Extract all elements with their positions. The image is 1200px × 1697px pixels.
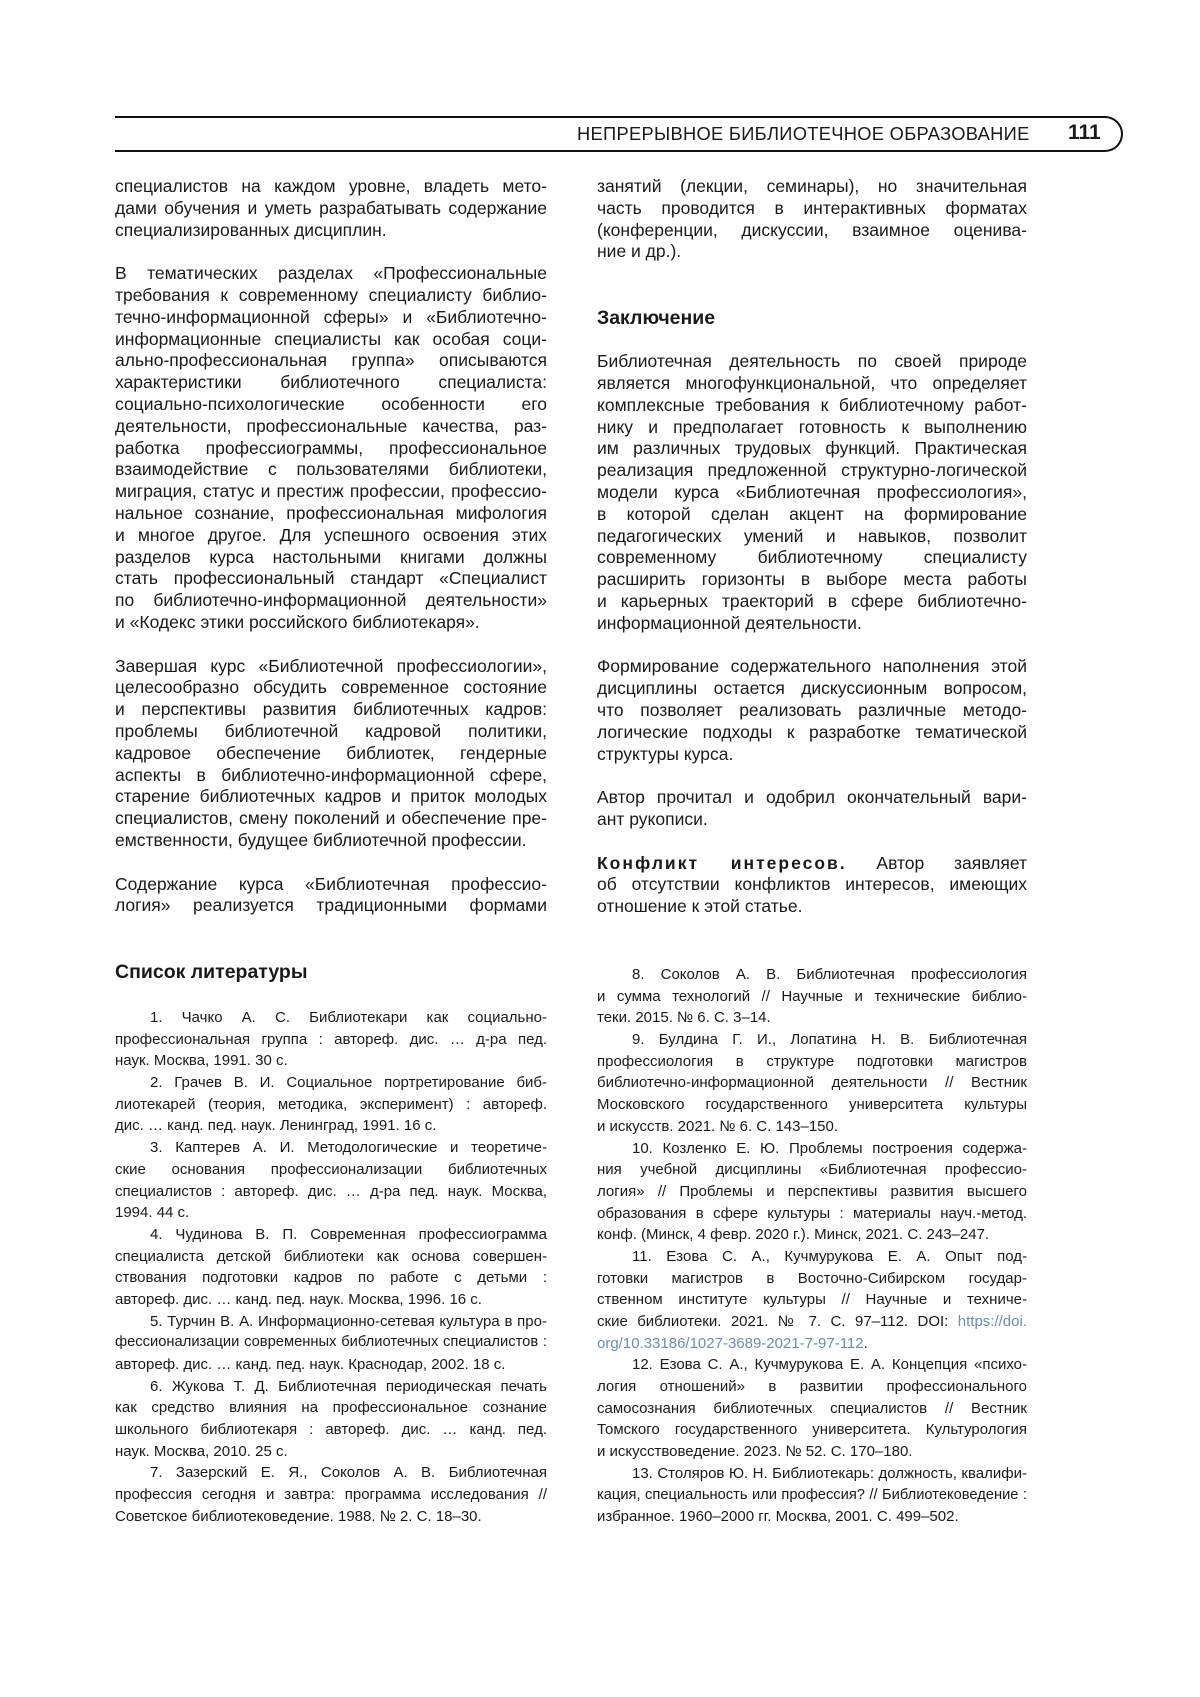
text-line: информационные специалисты как особая соци- — [115, 329, 547, 351]
text-line: (конференции, дискуссии, взаимное оценива- — [597, 220, 1027, 242]
text-line: специалиста детской библиотеки как основа совершен- — [115, 1246, 547, 1268]
text-line: социально-психологические особенности его — [115, 394, 547, 416]
text-line: и искусств. 2021. № 6. С. 143–150. — [597, 1116, 1027, 1138]
text-line: специалистов на каждом уровне, владеть мето- — [115, 176, 547, 198]
reference-item — [115, 1376, 547, 1463]
text-line: целесообразно обсудить современное состояние — [115, 677, 547, 699]
text-line: комплексные требования к библиотечному работ- — [597, 395, 1027, 417]
text-line: как средство влияния на профессиональное сознание — [115, 1397, 547, 1419]
text-line: наук. Москва, 1991. 30 с. — [115, 1050, 547, 1072]
paragraph — [597, 853, 1027, 918]
references-list-left — [115, 1007, 547, 1528]
references-heading: Список литературы — [115, 960, 308, 984]
text-line: разделов курса настольными книгами должны — [115, 547, 547, 569]
paragraph — [597, 656, 1027, 765]
text-line: 8. Соколов А. В. Библиотечная профессиология — [597, 964, 1027, 986]
doi-link[interactable]: https://doi. — [958, 1313, 1027, 1330]
text-line: об отсутствии конфликтов интересов, имеющих — [597, 874, 1027, 896]
text-line: занятий (лекции, семинары), но значительная — [597, 176, 1027, 198]
text-line: и «Кодекс этики российского библиотекаря». — [115, 612, 547, 634]
text-line: отношение к этой статье. — [597, 896, 1027, 918]
text-line: и перспективы развития библиотечных кадров: — [115, 699, 547, 721]
page-number: 111 — [1068, 121, 1101, 145]
text-line: Автор прочитал и одобрил окончательный вари- — [597, 787, 1027, 809]
text-line: специализированных дисциплин. — [115, 220, 547, 242]
text-line: Библиотечная деятельность по своей природе — [597, 351, 1027, 373]
reference-item — [597, 1138, 1027, 1246]
paragraph — [115, 656, 547, 852]
text-line: автореф. дис. … канд. пед. наук. Москва, 1996. 16 с. — [115, 1289, 547, 1311]
text-line: старение библиотечных кадров и приток молодых — [115, 786, 547, 808]
text-line: 13. Столяров Ю. Н. Библиотекарь: должность, квалифи- — [597, 1463, 1027, 1485]
text-line: 2. Грачев В. И. Социальное портретирование биб- — [115, 1072, 547, 1094]
reference-item — [115, 1072, 547, 1137]
text-line: проблемы библиотечной кадровой политики, — [115, 721, 547, 743]
text-line: кация, специальность или профессия? // Библиотековедение : — [597, 1485, 1027, 1507]
text-line: взаимодействие с пользователями библиотеки, — [115, 459, 547, 481]
text-line: лиотекарей (теория, методика, эксперимент) : автореф. — [115, 1094, 547, 1116]
text-line: Томского государственного университета. Культурология — [597, 1419, 1027, 1441]
paragraph — [597, 351, 1027, 634]
text-line: и искусствоведение. 2023. № 52. С. 170–180. — [597, 1441, 1027, 1463]
text-line: миграция, статус и престиж профессии, профессио- — [115, 481, 547, 503]
text-line: 7. Зазерский Е. Я., Соколов А. В. Библиотечная — [115, 1462, 547, 1484]
text-line: и карьерных траекторий в сфере библиотечно- — [597, 591, 1027, 613]
text-line: реализация предложенной структурно-логической — [597, 460, 1027, 482]
text-line: специалистов : автореф. дис. … д-ра пед. наук. Москва, — [115, 1181, 547, 1203]
text-line: логические подходы к разработке тематической — [597, 722, 1027, 744]
text-line: Завершая курс «Библиотечной профессиологии», — [115, 656, 547, 678]
paragraph — [115, 874, 547, 918]
text-line: педагогических умений и навыков, позволит — [597, 526, 1027, 548]
text-line: образования в сфере культуры : материалы науч.-метод. — [597, 1203, 1027, 1225]
text-line: конф. (Минск, 4 февр. 2020 г.). Минск, 2021. С. 243–247. — [597, 1224, 1027, 1246]
text-line: им различных трудовых функций. Практическая — [597, 438, 1027, 460]
text-line: требования к современному специалисту библио- — [115, 285, 547, 307]
text-line: 11. Езова С. А., Кучмурукова Е. А. Опыт под- — [597, 1246, 1027, 1268]
text-line: org/10.33186/1027-3689-2021-7-97-112. — [597, 1333, 1027, 1355]
text-line: ант рукописи. — [597, 809, 1027, 831]
text-line: 12. Езова С. А., Кучмурукова Е. А. Концепция «психо- — [597, 1354, 1027, 1376]
text-line: современному библиотечному специалисту — [597, 547, 1027, 569]
reference-item — [115, 1311, 547, 1376]
text-line: что позволяет реализовать различные методо- — [597, 700, 1027, 722]
text-line: течно-информационной сферы» и «Библиотечно- — [115, 307, 547, 329]
text-line: ские основания профессионализации библиотечных — [115, 1159, 547, 1181]
paragraph — [597, 176, 1027, 263]
body-right-column — [597, 176, 1027, 940]
text-line: и многое другое. Для успешного освоения этих — [115, 525, 547, 547]
text-line: библиотечно-информационной деятельности // Вестник — [597, 1072, 1027, 1094]
text-line: 4. Чудинова В. П. Современная профессиограмма — [115, 1224, 547, 1246]
text-line: дис. … канд. пед. наук. Ленинград, 1991. 16 с. — [115, 1115, 547, 1137]
text-line: емственности, будущее библиотечной профессии. — [115, 830, 547, 852]
text-line: работка профессиограммы, профессиональное — [115, 438, 547, 460]
text-line: готовки магистров в Восточно-Сибирском государ- — [597, 1268, 1027, 1290]
text-line: Московского государственного университета культуры — [597, 1094, 1027, 1116]
reference-item — [115, 1137, 547, 1224]
text-line: в которой сделан акцент на формирование — [597, 504, 1027, 526]
text-line: избранное. 1960–2000 гг. Москва, 2001. С. 499–502. — [597, 1506, 1027, 1528]
text-line: структуры курса. — [597, 744, 1027, 766]
text-line: нальное сознание, профессиональная мифология — [115, 503, 547, 525]
text-line: и сумма технологий // Научные и технические библио- — [597, 986, 1027, 1008]
reference-item — [597, 1463, 1027, 1528]
paragraph — [115, 176, 547, 241]
text-line: дисциплины остается дискуссионным вопросом, — [597, 678, 1027, 700]
text-line: 6. Жукова Т. Д. Библиотечная периодическая печать — [115, 1376, 547, 1398]
text-line: 10. Козленко Е. Ю. Проблемы построения содержа- — [597, 1138, 1027, 1160]
text-line: Конфликт интересов. Автор заявляет — [597, 853, 1027, 875]
reference-item — [597, 1029, 1027, 1137]
running-header-title: НЕПРЕРЫВНОЕ БИБЛИОТЕЧНОЕ ОБРАЗОВАНИЕ — [577, 122, 1029, 146]
references-list-right — [597, 964, 1027, 1528]
text-line: является многофункциональной, что определяет — [597, 373, 1027, 395]
conclusion-text — [597, 351, 1027, 918]
text-line: по библиотечно-информационной деятельности» — [115, 590, 547, 612]
text-line: наук. Москва, 2010. 25 с. — [115, 1441, 547, 1463]
text-line: школьного библиотекаря : автореф. дис. … канд. пед. — [115, 1419, 547, 1441]
text-line: логия отношений» в развитии профессионального — [597, 1376, 1027, 1398]
reference-item — [597, 1354, 1027, 1462]
reference-item — [115, 1007, 547, 1072]
text-line: ствования подготовки кадров по работе с детьми : — [115, 1267, 547, 1289]
text-line: 5. Турчин В. А. Информационно-сетевая культура в про- — [115, 1311, 547, 1333]
body-left-column — [115, 176, 547, 939]
doi-link[interactable]: org/10.33186/1027-3689-2021-7-97-112 — [597, 1335, 864, 1352]
text-line: аспекты в библиотечно-информационной сфере, — [115, 765, 547, 787]
text-line: стать профессиональный стандарт «Специалист — [115, 568, 547, 590]
conclusion-heading: Заключение — [597, 307, 1027, 329]
intro-continuation — [597, 176, 1027, 263]
text-line: характеристики библиотечного специалиста: — [115, 372, 547, 394]
text-line: профессиональная группа : автореф. дис. … д-ра пед. — [115, 1029, 547, 1051]
text-line: информационной деятельности. — [597, 613, 1027, 635]
text-line: 3. Каптерев А. И. Методологические и теоретиче- — [115, 1137, 547, 1159]
reference-item — [597, 964, 1027, 1029]
text-line: расширить горизонты в выборе места работы — [597, 569, 1027, 591]
text-line: профессиология в структуре подготовки магистров — [597, 1051, 1027, 1073]
text-line: самосознания библиотечных специалистов // Вестник — [597, 1398, 1027, 1420]
paragraph — [597, 787, 1027, 831]
text-line: логия» реализуется традиционными формами — [115, 895, 547, 917]
text-line: ские библиотеки. 2021. № 7. С. 97–112. DOI: https://doi. — [597, 1311, 1027, 1333]
text-line: В тематических разделах «Профессиональные — [115, 263, 547, 285]
text-line: нику и предполагает готовность к выполнению — [597, 417, 1027, 439]
text-line: Советское библиотековедение. 1988. № 2. С. 18–30. — [115, 1506, 547, 1528]
text-line: специалистов, смену поколений и обеспечение пре- — [115, 808, 547, 830]
text-line: теки. 2015. № 6. С. 3–14. — [597, 1007, 1027, 1029]
reference-item — [597, 1246, 1027, 1354]
text-line: логия» // Проблемы и перспективы развития высшего — [597, 1181, 1027, 1203]
text-line: деятельности, профессиональные качества, раз- — [115, 416, 547, 438]
reference-item — [115, 1224, 547, 1311]
text-line: Содержание курса «Библиотечная профессио- — [115, 874, 547, 896]
text-line: Формирование содержательного наполнения этой — [597, 656, 1027, 678]
text-line: часть проводится в интерактивных форматах — [597, 198, 1027, 220]
text-line: ственном институте культуры // Научные и техниче- — [597, 1289, 1027, 1311]
text-line: дами обучения и уметь разрабатывать содержание — [115, 198, 547, 220]
text-line: 9. Булдина Г. И., Лопатина Н. В. Библиотечная — [597, 1029, 1027, 1051]
text-line: профессия сегодня и завтра: программа исследования // — [115, 1484, 547, 1506]
text-line: 1. Чачко А. С. Библиотекари как социально- — [115, 1007, 547, 1029]
reference-item — [115, 1462, 547, 1527]
text-line: ния учебной дисциплины «Библиотечная профессио- — [597, 1159, 1027, 1181]
text-line: кадровое обеспечение библиотек, гендерные — [115, 743, 547, 765]
text-line: ально-профессиональная группа» описываются — [115, 350, 547, 372]
text-line: фессионализации современных библиотечных специалистов : — [115, 1332, 547, 1354]
bold-lead-in: Конфликт интересов. — [597, 853, 847, 873]
paragraph — [115, 263, 547, 634]
text-line: модели курса «Библиотечная профессиология», — [597, 482, 1027, 504]
text-line: 1994. 44 с. — [115, 1202, 547, 1224]
text-line: ние и др.). — [597, 241, 1027, 263]
text-line: автореф. дис. … канд. пед. наук. Краснодар, 2002. 18 с. — [115, 1354, 547, 1376]
